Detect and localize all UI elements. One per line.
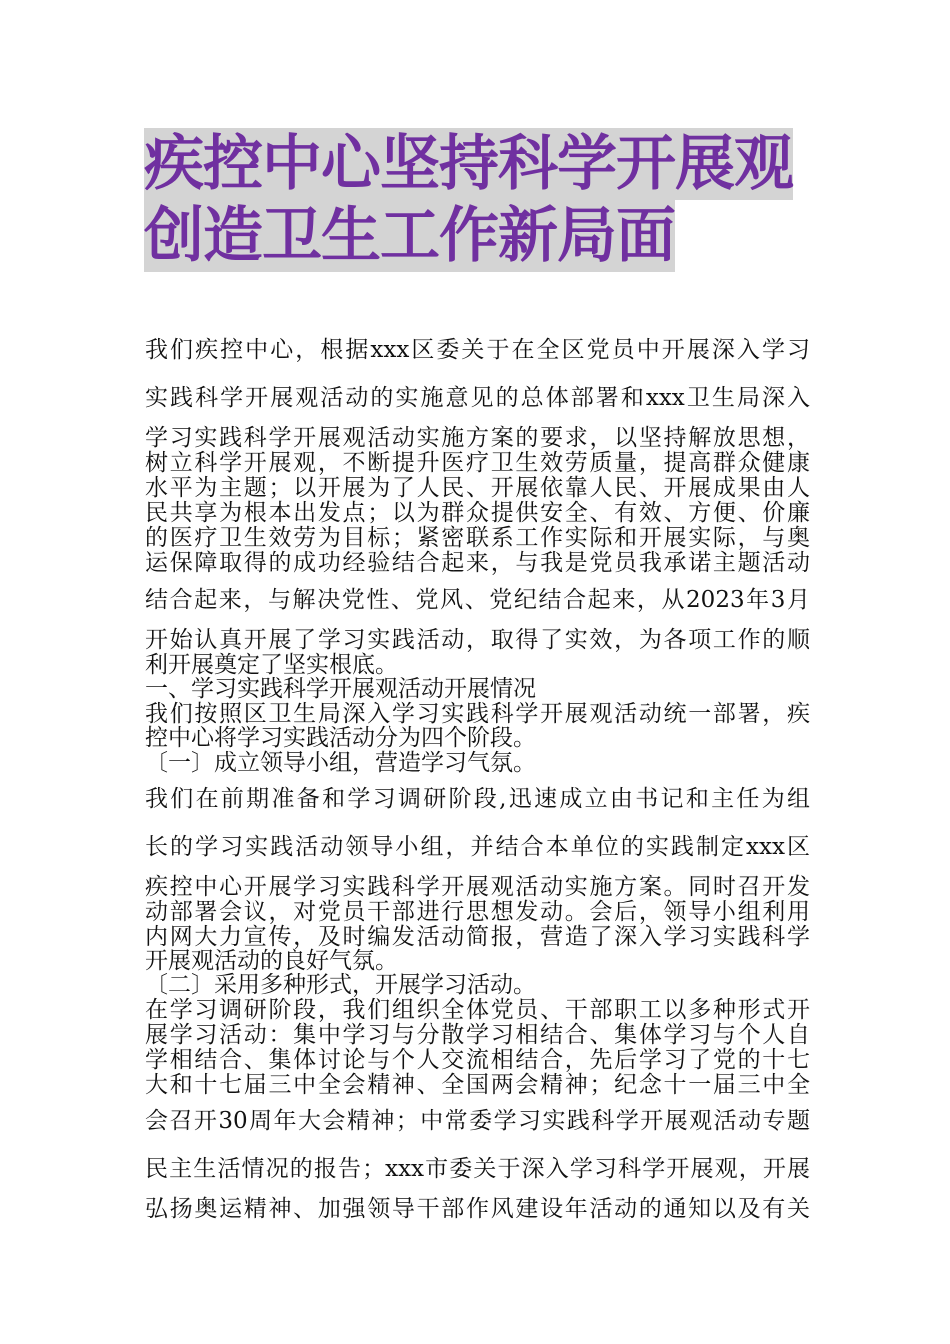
text-line: 运保障取得的成功经验结合起来，与我是党员我承诺主题活动 <box>145 550 810 576</box>
text-line: 弘扬奥运精神、加强领导干部作风建设年活动的通知以及有关 <box>145 1196 810 1222</box>
text-line: 会召开30周年大会精神；中常委学习实践科学开展观活动专题 <box>145 1108 810 1134</box>
text-line: 开始认真开展了学习实践活动，取得了实效，为各项工作的顺 <box>145 627 810 653</box>
text-line: 开展观活动的良好气氛。 <box>145 948 398 974</box>
section-heading: 一、学习实践科学开展观活动开展情况 <box>145 676 536 702</box>
text-line: 动部署会议，对党员干部进行思想发动。会后，领导小组利用 <box>145 899 810 925</box>
text-line: 民主生活情况的报告；xxx市委关于深入学习科学开展观，开展 <box>145 1156 810 1182</box>
text-line: 在学习调研阶段，我们组织全体党员、干部职工以多种形式开 <box>145 997 810 1023</box>
text-line: 水平为主题；以开展为了人民、开展依靠人民、开展成果由人 <box>145 475 810 501</box>
text-line: 的医疗卫生效劳为目标；紧密联系工作实际和开展实际，与奥 <box>145 525 810 551</box>
text-line: 控中心将学习实践活动分为四个阶段。 <box>145 725 536 751</box>
text-line: 树立科学开展观，不断提升医疗卫生效劳质量，提高群众健康 <box>145 450 810 476</box>
text-line: 我们在前期准备和学习调研阶段,迅速成立由书记和主任为组 <box>145 786 810 812</box>
text-line: 实践科学开展观活动的实施意见的总体部署和xxx卫生局深入 <box>145 385 810 411</box>
text-line: 大和十七届三中全会精神、全国两会精神；纪念十一届三中全 <box>145 1072 810 1098</box>
subsection-heading: 〔二〕采用多种形式，开展学习活动。 <box>145 972 536 998</box>
text-line: 展学习活动：集中学习与分散学习相结合、集体学习与个人自 <box>145 1022 810 1048</box>
text-line: 疾控中心开展学习实践科学开展观活动实施方案。同时召开发 <box>145 874 810 900</box>
title-line-2: 创造卫生工作新局面 <box>144 201 675 271</box>
subsection-heading: 〔一〕成立领导小组，营造学习气氛。 <box>145 750 536 776</box>
text-line: 民共享为根本出发点；以为群众提供安全、有效、方便、价廉 <box>145 500 810 526</box>
text-line: 学习实践科学开展观活动实施方案的要求，以坚持解放思想， <box>145 425 810 451</box>
text-line: 我们按照区卫生局深入学习实践科学开展观活动统一部署，疾 <box>145 701 810 727</box>
text-line: 我们疾控中心，根据xxx区委关于在全区党员中开展深入学习 <box>145 337 810 363</box>
title-line-1: 疾控中心坚持科学开展观 <box>144 129 793 199</box>
text-line: 利开展奠定了坚实根底。 <box>145 652 398 678</box>
text-line: 结合起来，与解决党性、党风、党纪结合起来，从2023年3月 <box>145 587 810 613</box>
text-line: 长的学习实践活动领导小组，并结合本单位的实践制定xxx区 <box>145 834 810 860</box>
text-line: 内网大力宣传，及时编发活动简报，营造了深入学习实践科学 <box>145 924 810 950</box>
text-line: 学相结合、集体讨论与个人交流相结合，先后学习了党的十七 <box>145 1047 810 1073</box>
